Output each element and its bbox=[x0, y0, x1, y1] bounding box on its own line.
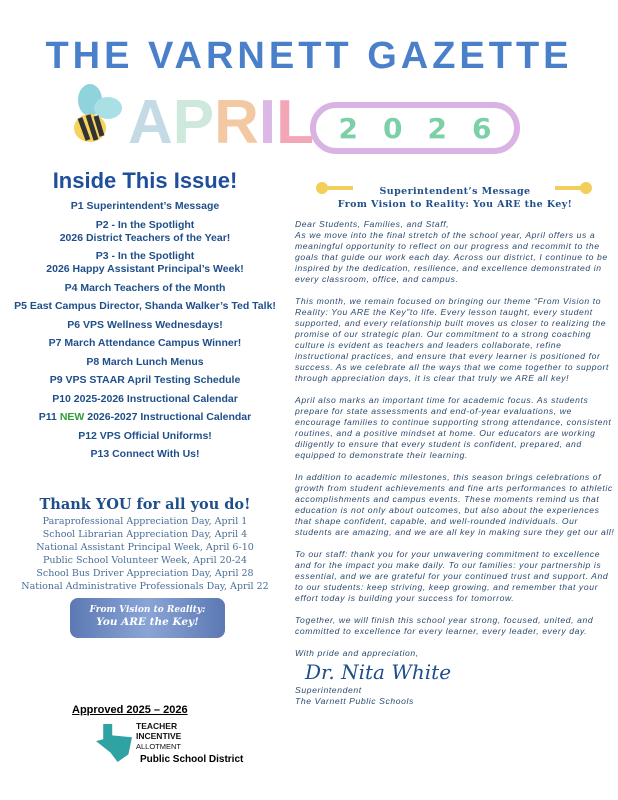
month-letter: P bbox=[172, 88, 215, 157]
month-heading bbox=[128, 88, 314, 158]
appreciation-item: Paraprofessional Appreciation Day, April 1 bbox=[42, 516, 248, 527]
new-badge: NEW bbox=[59, 411, 85, 423]
toc-item[interactable] bbox=[0, 250, 290, 276]
toc-item[interactable] bbox=[0, 219, 290, 245]
toc-item-text: P12 VPS Official Uniforms! bbox=[78, 429, 212, 442]
appreciation-section bbox=[0, 496, 290, 593]
toc-item-text: P5 East Campus Director, Shanda Walker’s Ted Talk! bbox=[14, 300, 276, 312]
toc-item-text: P2 - In the Spotlight bbox=[95, 218, 195, 231]
tia-line-3: ALLOTMENT bbox=[136, 742, 182, 751]
message-paragraph: To our staff: thank you for your unwavering commitment to excellence and for the impact you make daily. To our families: your partnership is essential, and we are grateful for your continued trust and support. And to our students: keep striving, keep growing, and remember that your effort today is building your success for tomorrow. bbox=[295, 549, 609, 603]
key-icon bbox=[315, 181, 355, 195]
texas-map-icon bbox=[96, 724, 132, 762]
newsletter-title: THE VARNETT GAZETTE bbox=[45, 35, 573, 77]
month-letter: R bbox=[214, 88, 259, 157]
signature-block bbox=[295, 648, 615, 707]
toc-item-text: P13 Connect With Us! bbox=[90, 448, 200, 460]
table-of-contents bbox=[0, 168, 290, 467]
appreciation-item: School Librarian Appreciation Day, April 4 bbox=[42, 529, 248, 540]
message-paragraph: In addition to academic milestones, this season brings celebrations of growth from student achievements and fine arts performances to athletic accomplishments and campus events. These moments remind us that education is not only about outcomes, but also about the experiences that shape confident, capable, and well-rounded individuals. Our students are amazing, and we are all key in making sure they get our all! bbox=[295, 472, 615, 537]
signature: Dr. Nita White bbox=[305, 660, 452, 684]
bee-icon bbox=[68, 78, 128, 158]
appreciation-item: Public School Volunteer Week, April 20-24 bbox=[42, 555, 248, 566]
tia-line-2: INCENTIVE bbox=[136, 731, 182, 741]
toc-item[interactable] bbox=[0, 282, 290, 295]
year-digit: 2 bbox=[427, 111, 447, 145]
message-paragraph: As we move into the final stretch of the school year, April offers us a meaningful opportunity to reflect on our progress and recommit to the goals that guide our work each day. Across our district, I continue to be inspired by the dedication, resilience, and excellence demonstrated in every classroom, office, and campus. bbox=[295, 230, 608, 284]
month-letter: I bbox=[258, 88, 277, 157]
toc-item-text: 2026-2027 Instructional Calendar bbox=[84, 411, 252, 423]
message-title-line-2: From Vision to Reality: You ARE the Key! bbox=[337, 199, 573, 210]
message-paragraph: Together, we will finish this school year strong, focused, united, and committed to excellence for every learner, every leader, every day. bbox=[295, 615, 594, 636]
key-icon bbox=[553, 181, 593, 195]
toc-item-text: P3 - In the Spotlight bbox=[95, 250, 195, 262]
month-letter: A bbox=[128, 88, 173, 157]
appreciation-item: National Assistant Principal Week, April 6-10 bbox=[36, 542, 254, 553]
toc-item[interactable] bbox=[0, 300, 290, 313]
toc-item-text: 2026 Happy Assistant Principal’s Week! bbox=[46, 263, 244, 275]
district-label: Public School District bbox=[140, 754, 244, 765]
signer-role: Superintendent bbox=[295, 685, 362, 695]
year-digit: 2 bbox=[338, 111, 358, 145]
toc-item-text: P9 VPS STAAR April Testing Schedule bbox=[49, 374, 241, 386]
toc-item-text: P10 2025-2026 Instructional Calendar bbox=[52, 392, 238, 405]
toc-item-text: P7 March Attendance Campus Winner! bbox=[48, 337, 242, 349]
toc-item-text: P8 March Lunch Menus bbox=[86, 355, 204, 368]
banner-line-2: You ARE the Key! bbox=[96, 616, 199, 628]
message-paragraph: April also marks an important time for academic focus. As students prepare for state assessments and end-of-year evaluations, we encourage families to continue supporting strong attendance, consistent routines, and a positive mindset at home. Our educators are working diligently to ensure that every student is confident, prepared, and equipped to demonstrate their learning. bbox=[295, 395, 612, 460]
toc-item[interactable] bbox=[0, 411, 290, 424]
month-letter: L bbox=[276, 88, 315, 157]
toc-item[interactable] bbox=[0, 356, 290, 369]
toc-title: Inside This Issue! bbox=[52, 168, 238, 193]
closing: With pride and appreciation, bbox=[295, 648, 419, 658]
toc-item[interactable] bbox=[0, 393, 290, 406]
appreciation-title: Thank YOU for all you do! bbox=[39, 496, 251, 513]
year-digit: 0 bbox=[383, 111, 403, 145]
approved-label: Approved 2025 – 2026 bbox=[72, 704, 188, 716]
tia-logo bbox=[96, 722, 256, 770]
toc-item[interactable] bbox=[0, 200, 290, 213]
toc-item[interactable] bbox=[0, 337, 290, 350]
signer-org: The Varnett Public Schools bbox=[295, 696, 414, 706]
toc-item[interactable] bbox=[0, 319, 290, 332]
superintendent-message bbox=[295, 185, 615, 707]
toc-item[interactable] bbox=[0, 374, 290, 387]
tia-line-1: TEACHER bbox=[136, 721, 178, 731]
greeting: Dear Students, Families, and Staff, bbox=[295, 219, 450, 229]
appreciation-item: National Administrative Professionals Day, April 22 bbox=[21, 581, 269, 592]
year-badge bbox=[310, 102, 520, 154]
toc-item[interactable] bbox=[0, 430, 290, 443]
toc-item-text: P1 Superintendent’s Message bbox=[70, 200, 220, 212]
banner-line-1: From Vision to Reality: bbox=[89, 605, 206, 615]
toc-item-text: P11 bbox=[38, 411, 60, 423]
message-title-line-1: Superintendent’s Message bbox=[379, 186, 531, 197]
appreciation-item: School Bus Driver Appreciation Day, April 28 bbox=[36, 568, 254, 579]
toc-item-text: P4 March Teachers of the Month bbox=[64, 281, 226, 294]
theme-banner bbox=[70, 598, 225, 638]
toc-item[interactable] bbox=[0, 448, 290, 461]
toc-item-text: P6 VPS Wellness Wednesdays! bbox=[67, 318, 223, 331]
message-paragraph: This month, we remain focused on bringing our theme “From Vision to Reality: You ARE the Key”to life. Every lesson taught, every student supported, and every relationship built moves us closer to realizing the promise of our strategic plan. Our commitment to a strong coaching culture is evident as teachers and leaders collaborate, refine instructional practices, and ensure that every learner is positioned for success. As we celebrate all the ways that we come together to support through appreciation days, it is clear that truly we ARE all key! bbox=[295, 296, 609, 383]
year-digit: 6 bbox=[472, 111, 492, 145]
toc-item-text: 2026 District Teachers of the Year! bbox=[59, 231, 231, 244]
